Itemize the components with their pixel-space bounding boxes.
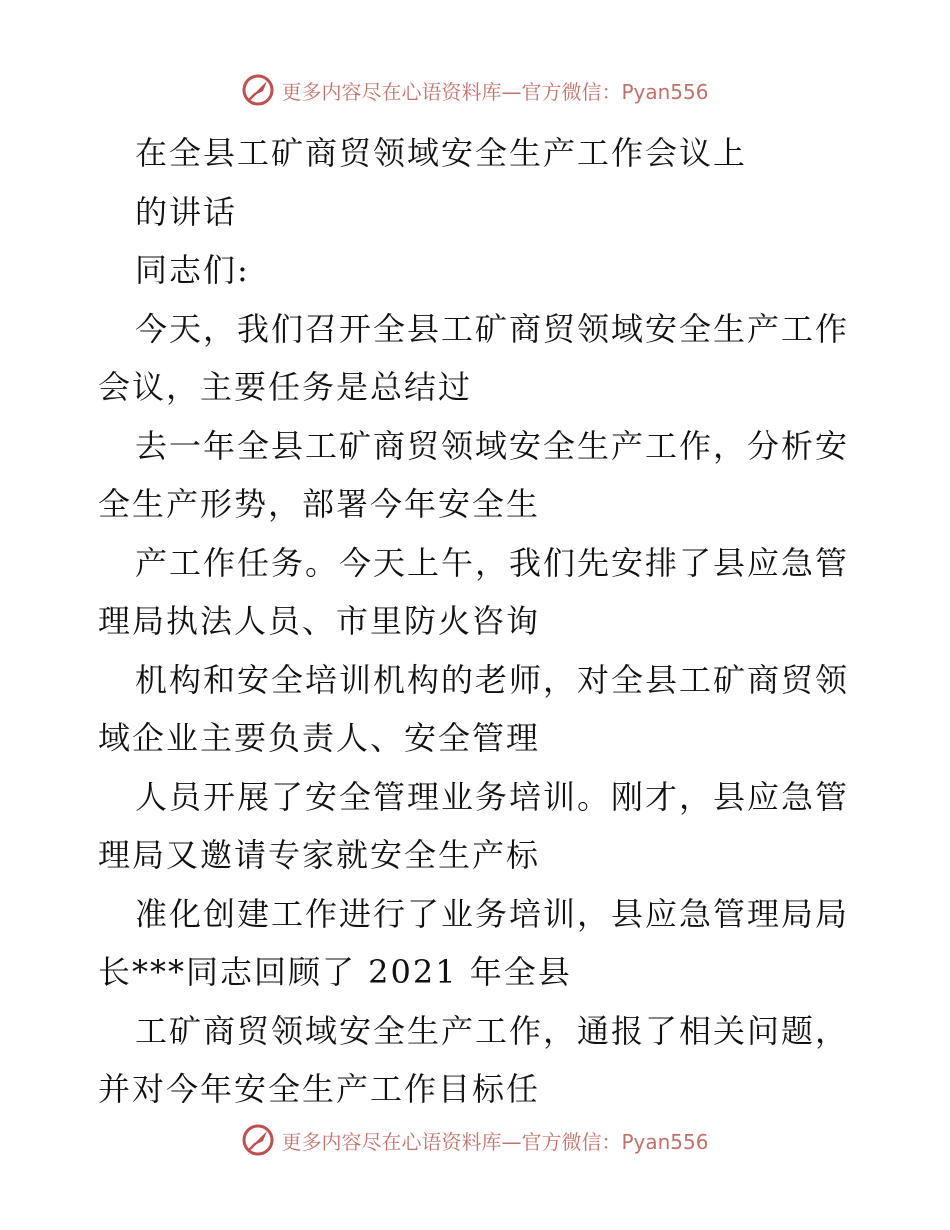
banner-text: 更多内容尽在心语资料库—官方微信：Pyan556 bbox=[281, 1129, 709, 1154]
text-line: 去一年全县工矿商贸领域安全生产工作，分析安 bbox=[135, 426, 850, 465]
banner-content bbox=[241, 1123, 708, 1157]
text-line: 在全县工矿商贸领域安全生产工作会议上 bbox=[135, 134, 748, 172]
text-line: 工矿商贸领域安全生产工作，通报了相关问题， bbox=[135, 1011, 850, 1050]
footer-banner bbox=[0, 1120, 950, 1160]
text-line: 全生产形势，部署今年安全生 bbox=[98, 485, 541, 523]
header-banner bbox=[0, 70, 950, 110]
banner-text: 更多内容尽在心语资料库—官方微信：Pyan556 bbox=[281, 79, 709, 104]
text-line: 理局执法人员、市里防火咨询 bbox=[98, 602, 541, 640]
text-line: 同志们: bbox=[135, 251, 250, 289]
document-body bbox=[98, 124, 858, 1119]
text-line: 产工作任务。今天上午，我们先安排了县应急管 bbox=[135, 543, 850, 582]
text-line: 机构和安全培训机构的老师，对全县工矿商贸领 bbox=[135, 660, 850, 699]
text-line: 域企业主要负责人、安全管理 bbox=[98, 719, 541, 757]
quill-logo-icon bbox=[241, 73, 275, 107]
banner-content bbox=[241, 73, 708, 107]
text-line: 会议，主要任务是总结过 bbox=[98, 368, 473, 406]
text-line: 人员开展了安全管理业务培训。刚才，县应急管 bbox=[135, 777, 850, 816]
text-line: 准化创建工作进行了业务培训，县应急管理局局 bbox=[135, 894, 850, 933]
text-line: 理局又邀请专家就安全生产标 bbox=[98, 836, 541, 874]
text-line: 长***同志回顾了 2021 年全县 bbox=[98, 953, 572, 991]
text-line: 的讲话 bbox=[135, 192, 238, 231]
quill-logo-icon bbox=[241, 1123, 275, 1157]
text-line: 并对今年安全生产工作目标任 bbox=[98, 1070, 541, 1108]
text-line: 今天，我们召开全县工矿商贸领域安全生产工作 bbox=[135, 309, 850, 348]
